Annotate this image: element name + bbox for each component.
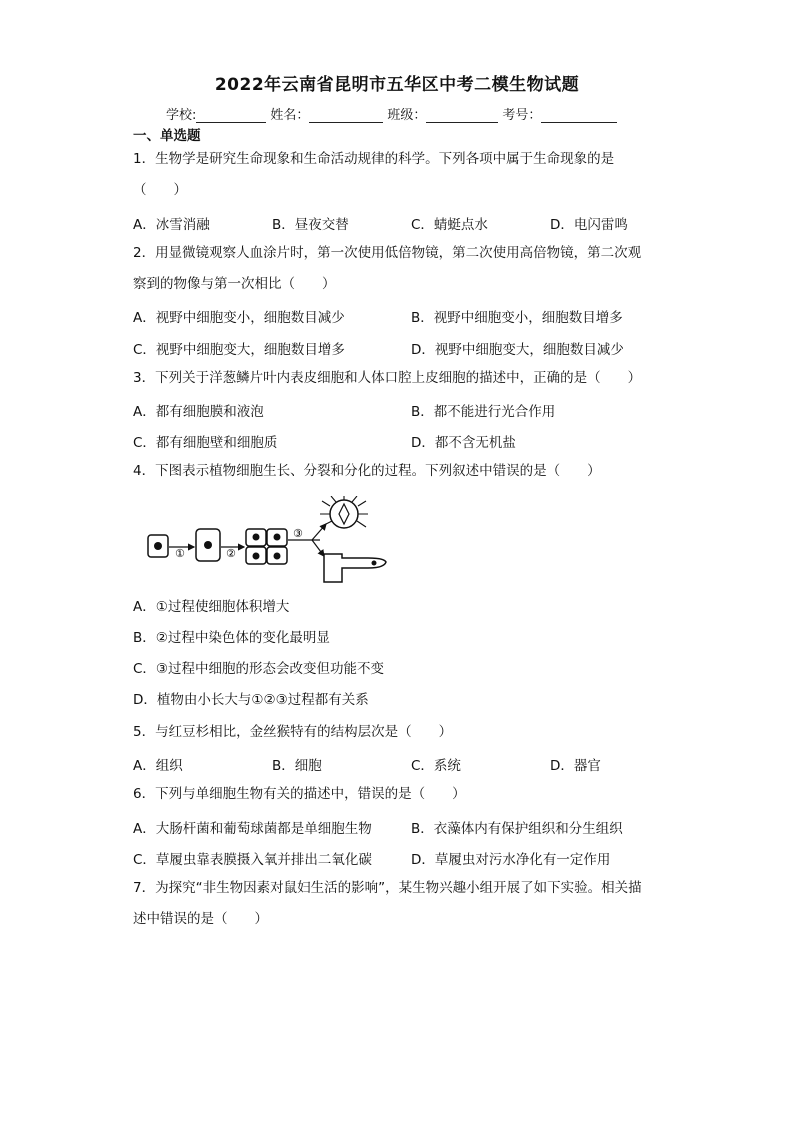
question-5-text: 5．与红豆杉相比，金丝猴特有的结构层次是（ ）: [133, 724, 453, 740]
question-4-text: 4．下图表示植物细胞生长、分裂和分化的过程。下列叙述中错误的是（ ）: [133, 463, 601, 479]
q1-option-c: C．蜻蜓点水: [411, 217, 488, 233]
page-title: 2022年云南省昆明市五华区中考二模生物试题: [214, 75, 580, 95]
q5-option-a: A．组织: [133, 758, 183, 774]
q6-option-d: D．草履虫对污水净化有一定作用: [411, 852, 611, 868]
differentiated-cell-elongated-icon: [324, 554, 386, 582]
student-info-row: [166, 104, 621, 123]
differentiated-cell-round-icon: [320, 496, 368, 528]
q3-option-d: D．都不含无机盐: [411, 435, 516, 451]
exam-no-label: 考号：: [502, 108, 542, 123]
school-label: 学校:: [166, 108, 197, 123]
q4-option-a: A．①过程使细胞体积增大: [133, 599, 290, 615]
q3-option-c: C．都有细胞壁和细胞质: [133, 435, 278, 451]
question-6-options-row2: [133, 848, 610, 868]
q6-option-a: A．大肠杆菌和葡萄球菌都是单细胞生物: [133, 821, 372, 837]
arrow-3-down: [312, 540, 324, 556]
q4-option-b: B．②过程中染色体的变化最明显: [133, 630, 330, 646]
q1-option-a: A．冰雪消融: [133, 217, 210, 233]
q2-option-a: A．视野中细胞变小，细胞数目减少: [133, 310, 345, 326]
q5-option-d: D．器官: [550, 758, 601, 774]
question-7-text-cont: 述中错误的是（ ）: [133, 911, 268, 927]
q2-option-d: D．视野中细胞变大，细胞数目减少: [411, 342, 624, 358]
q6-option-c: C．草履虫靠表膜摄入氧并排出二氧化碳: [133, 852, 372, 868]
cell-divided-group-icon: [246, 529, 287, 564]
name-label: 姓名：: [270, 108, 310, 123]
question-3-text: 3．下列关于洋葱鳞片叶内表皮细胞和人体口腔上皮细胞的描述中，正确的是（ ）: [133, 370, 642, 386]
question-1-options: [133, 213, 628, 233]
name-blank[interactable]: [309, 108, 383, 123]
q5-option-c: C．系统: [411, 758, 461, 774]
cell-process-diagram: [146, 496, 396, 588]
q1-option-b: B．昼夜交替: [272, 217, 349, 233]
exam-no-blank[interactable]: [541, 108, 617, 123]
question-6-text: 6．下列与单细胞生物有关的描述中，错误的是（ ）: [133, 786, 466, 802]
question-5-options: [133, 754, 601, 774]
question-2-text: 2．用显微镜观察人血涂片时，第一次使用低倍物镜，第二次使用高倍物镜，第二次观: [133, 245, 642, 261]
q6-option-b: B．衣藻体内有保护组织和分生组织: [411, 821, 623, 837]
question-2-text-cont: 察到的物像与第一次相比（ ）: [133, 276, 336, 292]
q2-option-b: B．视野中细胞变小，细胞数目增多: [411, 310, 623, 326]
q1-option-d: D．电闪雷鸣: [550, 217, 628, 233]
arrow-3-up: [312, 524, 326, 540]
q5-option-b: B．细胞: [272, 758, 322, 774]
process-label-3: ③: [293, 527, 303, 540]
process-label-2: ②: [226, 547, 236, 560]
question-1-text-cont: （ ）: [133, 182, 187, 198]
question-2-options-row2: [133, 338, 624, 358]
cell-small-icon: [148, 535, 168, 557]
question-7-text: 7．为探究“非生物因素对鼠妇生活的影响”，某生物兴趣小组开展了如下实验。相关描: [133, 880, 642, 896]
question-3-options-row2: [133, 431, 516, 451]
q4-option-c: C．③过程中细胞的形态会改变但功能不变: [133, 661, 385, 677]
class-blank[interactable]: [426, 108, 498, 123]
class-label: 班级：: [387, 108, 427, 123]
q2-option-c: C．视野中细胞变大，细胞数目增多: [133, 342, 345, 358]
cell-grown-icon: [196, 529, 220, 561]
q3-option-b: B．都不能进行光合作用: [411, 404, 556, 420]
section-heading: 一、单选题: [133, 128, 201, 144]
q3-option-a: A．都有细胞膜和液泡: [133, 404, 264, 420]
school-blank[interactable]: [196, 108, 266, 123]
question-6-options-row1: [133, 817, 623, 837]
question-1-text: 1．生物学是研究生命现象和生命活动规律的科学。下列各项中属于生命现象的是: [133, 151, 615, 167]
question-2-options-row1: [133, 306, 623, 326]
q4-option-d: D．植物由小长大与①②③过程都有关系: [133, 692, 369, 708]
question-3-options-row1: [133, 400, 555, 420]
process-label-1: ①: [175, 547, 185, 560]
